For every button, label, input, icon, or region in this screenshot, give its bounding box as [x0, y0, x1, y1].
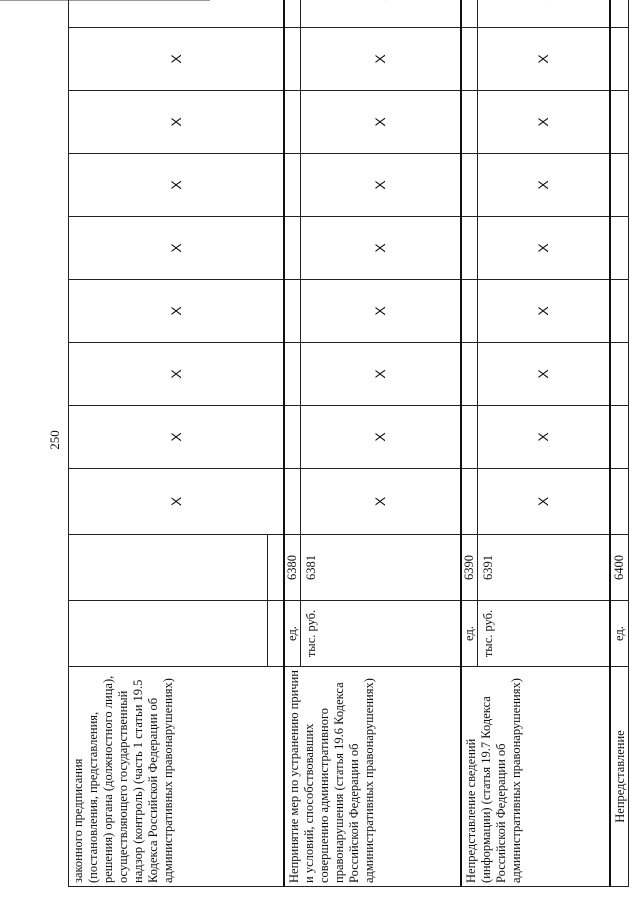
x-mark: X — [301, 28, 462, 91]
table-row — [69, 0, 268, 887]
unit-cell — [69, 601, 268, 667]
x-mark: X — [478, 91, 611, 154]
unit-cell: ед. — [461, 601, 478, 667]
unit-cell: ед. — [610, 601, 629, 667]
x-mark: X — [69, 154, 285, 217]
x-mark — [478, 0, 611, 28]
unit-cell: тыс. руб. — [478, 601, 611, 667]
unit-cell: ед. — [284, 601, 301, 667]
rotated-table-container — [68, 25, 627, 887]
row-label: законного предписания (постановления, представления, решения) органа (должностного лица), осуществляющего государственный надзор (контроль) (часть 1 статьи 19.5 Кодекса Российской Федерации об административных правонарушениях) — [69, 667, 285, 887]
x-mark — [69, 0, 285, 28]
x-mark: X — [69, 28, 285, 91]
row-label: Непредставление — [610, 667, 629, 887]
x-mark: X — [69, 469, 285, 535]
table-row — [284, 0, 301, 887]
x-mark: X — [301, 469, 462, 535]
code-cell: 6380 — [284, 535, 301, 601]
code-cell: 6390 — [461, 535, 478, 601]
x-mark: X — [301, 217, 462, 280]
x-mark: X — [69, 406, 285, 469]
x-mark: X — [69, 280, 285, 343]
x-mark: X — [301, 406, 462, 469]
row-label: Непринятие мер по устранению причин и условий, способствовавших совершению административного правонарушения (статья 19.6 Кодекса Российской Федерации об административных правонарушениях) — [284, 667, 461, 887]
code-cell: 6381 — [301, 535, 462, 601]
x-mark: X — [301, 154, 462, 217]
x-mark: X — [478, 406, 611, 469]
x-mark: X — [69, 343, 285, 406]
x-mark: X — [478, 469, 611, 535]
x-mark: X — [478, 154, 611, 217]
x-mark: X — [301, 91, 462, 154]
x-mark: X — [478, 343, 611, 406]
page-number: 250 — [47, 430, 62, 450]
unit-cell — [268, 601, 285, 667]
x-mark: X — [301, 343, 462, 406]
x-mark — [301, 0, 462, 28]
unit-cell: тыс. руб. — [301, 601, 462, 667]
x-mark: X — [301, 280, 462, 343]
x-mark: X — [478, 217, 611, 280]
x-mark: X — [478, 28, 611, 91]
code-cell — [69, 535, 268, 601]
x-mark: X — [478, 280, 611, 343]
code-cell: 6400 — [610, 535, 629, 601]
row-label: Непредставление сведений (информации) (статья 19.7 Кодекса Российской Федерации об административных правонарушениях) — [461, 667, 610, 887]
report-table — [68, 0, 629, 887]
x-mark: X — [69, 217, 285, 280]
table-row — [461, 0, 478, 887]
code-cell: 6391 — [478, 535, 611, 601]
x-mark: X — [69, 91, 285, 154]
code-cell — [268, 535, 285, 601]
table-row — [610, 0, 629, 887]
